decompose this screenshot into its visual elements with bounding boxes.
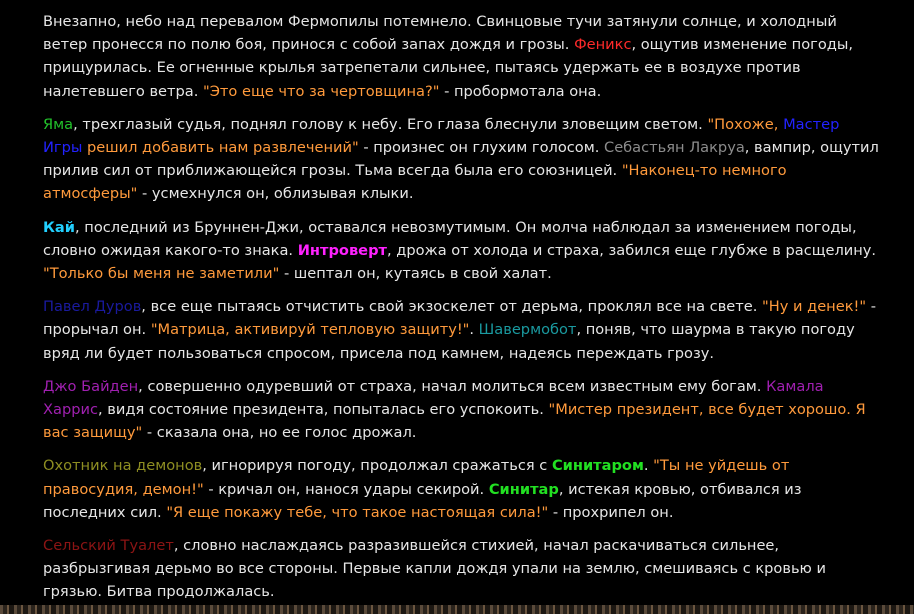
narration-text: - прорычал он. [43, 298, 876, 339]
narration-text: - кричал он, нанося удары секирой. [203, 480, 489, 498]
narration-text: - сказала она, но ее голос дрожал. [142, 424, 417, 442]
character-name: Джо Байден [43, 377, 139, 395]
narration-text: , истекая кровью, отбивался из последних сил. [43, 480, 802, 521]
narration-text: - шептал он, кутаясь в свой халат. [279, 265, 552, 283]
character-name: Яма [43, 115, 74, 133]
character-name: Кай [43, 218, 76, 236]
story-paragraph [43, 113, 883, 206]
bottom-decorative-strip [0, 605, 914, 614]
narration-text: , последний из Бруннен-Джи, оставался невозмутимым. Он молча наблюдал за изменением погоды, словно ожидая какого-то знака. [43, 218, 857, 259]
narration-text: - прохрипел он. [548, 503, 674, 521]
narration-text: - усмехнулся он, облизывая клыки. [137, 185, 414, 203]
narration-text: , ощутив изменение погоды, прищурилась. Ее огненные крылья затрепетали сильнее, пытаясь удержать ее в воздухе против налетевшего ветра. [43, 36, 853, 100]
story-paragraph [43, 375, 883, 445]
character-name: Камала Харрис [43, 377, 824, 419]
narration-text: , трехглазый судья, поднял голову к небу. Его глаза блеснули зловещим светом. [73, 115, 708, 133]
dialogue-quote: "Наконец-то немного атмосферы" [43, 162, 787, 203]
dialogue-quote: "Ты не уйдешь от правосудия, демон!" [43, 457, 790, 498]
narration-text: , все еще пытаясь отчистить свой экзоскелет от дерьма, проклял все на свете. [141, 298, 763, 316]
character-name: Мастер Игры [43, 115, 840, 157]
character-name: Охотник на демонов [43, 457, 203, 475]
story-paragraph [43, 534, 883, 604]
story-paragraph [43, 216, 883, 286]
narration-text: , словно наслаждаясь разразившейся стихией, начал раскачиваться сильнее, разбрызгивая дерьмо во все стороны. Первые капли дождя упали на землю, смешиваясь с кровью и грязью. Битва продолжалась. [43, 537, 826, 601]
narration-text: , поняв, что шаурма в такую погоду вряд ли будет пользоваться спросом, присела под камнем, надеясь переждать грозу. [43, 321, 855, 362]
dialogue-quote: "Матрица, активируй тепловую защиту!" [150, 321, 470, 339]
narration-text: , дрожа от холода и страха, забился еще глубже в расщелину. [386, 241, 877, 259]
narration-text: - пробормотала она. [439, 82, 602, 100]
character-name: Шавермобот [478, 321, 577, 339]
character-name: Интроверт [297, 241, 387, 259]
character-name: Сельский Туалет [43, 537, 174, 555]
story-paragraph [43, 295, 883, 365]
dialogue-quote: "Мистер президент, все будет хорошо. Я вас защищу" [43, 401, 866, 442]
dialogue-quote: "Похоже, [707, 115, 784, 133]
story-paragraph [43, 454, 883, 524]
narration-text: , видя состояние президента, попыталась его успокоить. [97, 401, 549, 419]
character-name: Павел Дуров [43, 298, 142, 316]
character-name: Синитар [488, 480, 559, 498]
story-text [43, 10, 883, 614]
narration-text: , вампир, ощутил прилив сил от приближающейся грозы. Тьма всегда была его союзницей. [43, 139, 879, 180]
character-name: Синитаром [551, 457, 644, 475]
dialogue-quote: "Ну и денек!" [762, 298, 867, 316]
narration-text: . [643, 457, 654, 475]
dialogue-quote: "Я еще покажу тебе, что такое настоящая сила!" [166, 503, 549, 521]
story-paragraph [43, 10, 883, 103]
dialogue-quote: решил добавить нам развлечений" [82, 139, 359, 157]
narration-text: , совершенно одуревший от страха, начал молиться всем известным ему богам. [138, 377, 767, 395]
character-name: Феникс [574, 36, 632, 54]
dialogue-quote: "Это еще что за чертовщина?" [203, 82, 440, 100]
narration-text: , игнорируя погоду, продолжал сражаться с [202, 457, 552, 475]
narration-text: - произнес он глухим голосом. [358, 139, 604, 157]
character-name: Себастьян Лакруа [604, 139, 745, 157]
narration-text: . [469, 321, 479, 339]
narration-text: Внезапно, небо над перевалом Фермопилы потемнело. Свинцовые тучи затянули солнце, и холодный ветер пронесся по полю боя, принося с собой запах дождя и грозы. [43, 13, 837, 54]
dialogue-quote: "Только бы меня не заметили" [43, 265, 280, 283]
